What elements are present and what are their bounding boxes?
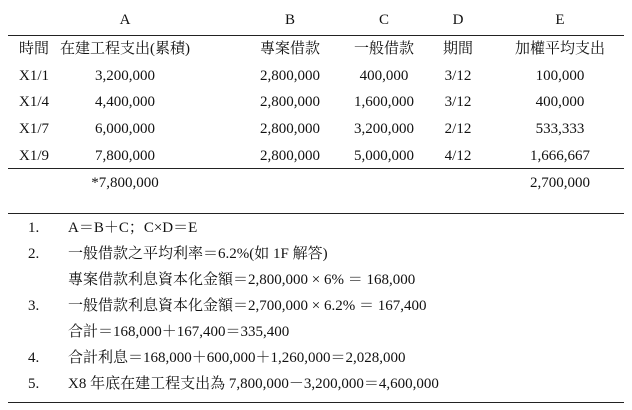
table-row [0,116,632,142]
cell: 2,800,000 [260,68,320,84]
cell: 3,200,000 [354,121,414,137]
note-number: 4. [28,350,40,366]
column-letter-e: E [555,12,565,28]
column-letter-d: D [452,12,464,28]
total-a: *7,800,000 [91,175,159,191]
cell: X1/1 [19,68,49,84]
cell: 1,666,667 [530,148,590,164]
note-number: 2. [28,246,40,262]
column-letter-c: C [378,12,389,28]
totals-row [0,170,632,196]
cell: 100,000 [535,68,585,84]
cell: 5,000,000 [354,148,414,164]
note-number: 5. [28,376,40,392]
note-text: 專案借款利息資本化金額＝2,800,000 × 6% ＝ 168,000 [68,272,416,288]
cell: 2,800,000 [260,121,320,137]
column-letter-b: B [284,12,295,28]
table-row [0,63,632,89]
cell: 4/12 [444,148,472,164]
cell: 4,400,000 [95,94,155,110]
divider [8,402,624,403]
note-text: 合計＝168,000＋167,400＝335,400 [68,324,290,340]
cell: 7,800,000 [95,148,155,164]
header-specific-loan: 專案借款 [259,41,320,57]
header-construction: 在建工程支出(累積) [60,41,190,57]
cell: 1,600,000 [354,94,414,110]
note-number: 3. [28,298,40,314]
note-text: A＝B＋C；C×D＝E [68,220,198,236]
total-e: 2,700,000 [530,175,590,191]
cell: 6,000,000 [95,121,155,137]
cell: X1/4 [19,94,49,110]
table-header-row [0,36,632,62]
note-text: 合計利息＝168,000＋600,000＋1,260,000＝2,028,000 [68,350,406,366]
cell: X1/9 [19,148,49,164]
header-time: 時間 [18,41,49,57]
cell: 400,000 [535,94,585,110]
column-letters-row [0,7,632,33]
cell: 3/12 [444,94,472,110]
divider [8,168,624,169]
cell: 3,200,000 [95,68,155,84]
column-letter-a: A [119,12,131,28]
cell: X1/7 [19,121,49,137]
note-text: 一般借款利息資本化金額＝2,700,000 × 6.2% ＝ 167,400 [68,298,427,314]
cell: 533,333 [535,121,585,137]
cell: 2,800,000 [260,148,320,164]
cell: 3/12 [444,68,472,84]
header-weighted: 加權平均支出 [514,41,605,57]
note-text: 一般借款之平均利率＝6.2%(如 1F 解答) [68,246,328,262]
cell: 2,800,000 [260,94,320,110]
note-text: X8 年底在建工程支出為 7,800,000－3,200,000＝4,600,000 [68,376,439,392]
table-row [0,89,632,115]
header-general-loan: 一般借款 [353,41,414,57]
header-period: 期間 [442,41,473,57]
cell: 2/12 [444,121,472,137]
note-number: 1. [28,220,40,236]
divider [8,213,624,214]
cell: 400,000 [359,68,409,84]
table-row [0,143,632,169]
